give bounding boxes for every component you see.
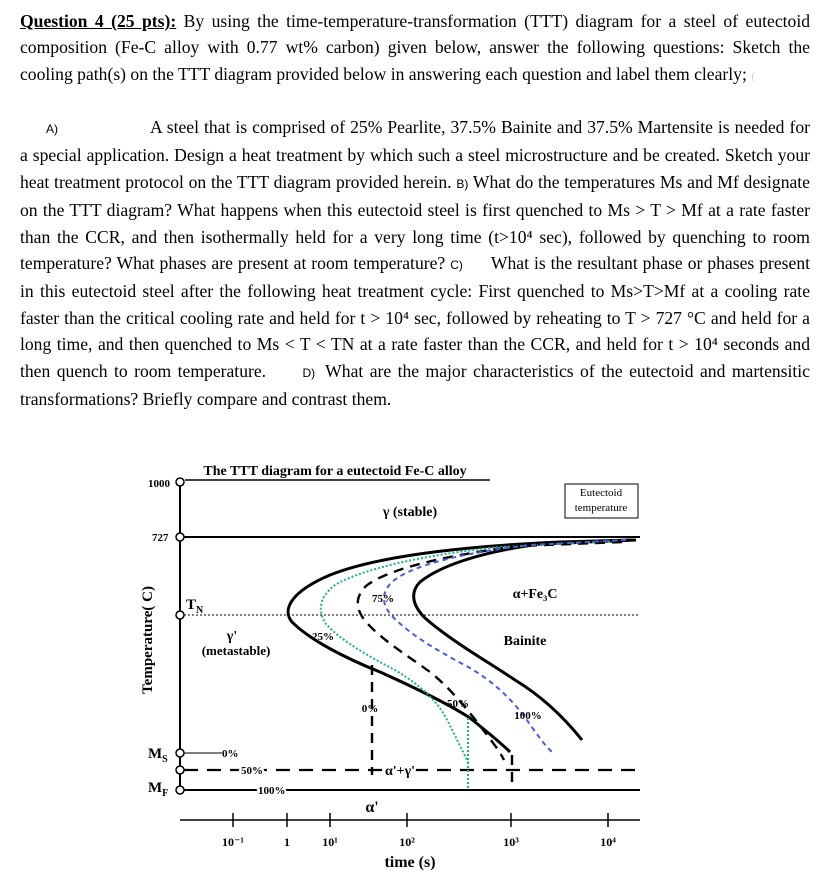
- tick-ms: [176, 749, 184, 757]
- bainite-label: Bainite: [503, 634, 547, 649]
- gamma-metastable-symbol: γ': [226, 629, 238, 644]
- x-tick-labels: [222, 835, 616, 849]
- x-tick-label: 10¹: [322, 835, 338, 849]
- diagram-title: The TTT diagram for a eutectoid Fe-C alloy: [203, 464, 467, 479]
- eutectoid-box-line2: temperature: [574, 502, 628, 514]
- x-tick-label: 10⁴: [600, 835, 616, 849]
- pct-25-label: 25%: [312, 631, 334, 643]
- tick-mf: [176, 786, 184, 794]
- label-1000: 1000: [148, 478, 170, 490]
- label-mf: $M_F$: [148, 780, 169, 799]
- label-tn: $T_N$: [186, 597, 204, 616]
- marker-a: A): [46, 122, 58, 136]
- tick-1000: [176, 478, 184, 486]
- alpha-prime-label: α': [365, 799, 379, 816]
- y-axis-label: Temperature( C): [140, 586, 156, 694]
- intro-text: By using the time-temperature-transformation (TTT) diagram for a steel of eutectoid composition (Fe-C alloy with 0.77 wt% carbon) given below, answer the following questions: Sketch the cooling path(s) on the TTT diagram provided below in answering each question and label them clearly;: [20, 11, 811, 84]
- pct-50-mart-label: 50%: [241, 765, 263, 777]
- pct-0-label: 0%: [361, 703, 379, 715]
- x-tick-label: 10²: [399, 835, 415, 849]
- marker-b: B): [456, 176, 469, 191]
- pct-100-mart-label: 100%: [258, 785, 286, 797]
- eutectoid-box-line1: Eutectoid: [579, 487, 623, 499]
- part-a-text: A steel that is comprised of 25% Pearlite, 37.5% Bainite and 37.5% Martensite is needed for a special application. Design a heat treatment by which such a steel microstructure and be created. Sketch your heat treatment protocol on the TTT diagram provided herein.: [20, 117, 810, 192]
- tick-mid: [176, 766, 184, 774]
- curve-50: [358, 542, 622, 760]
- part-d-text: What are the major characteristics of the eutectoid and martensitic transformations? Briefly compare and contrast them.: [20, 360, 810, 410]
- pct-50-curve-label: 50%: [447, 698, 469, 710]
- gamma-stable-label: γ (stable): [382, 505, 438, 520]
- tick-tn: [176, 611, 184, 619]
- x-tick-label: 1: [284, 835, 290, 849]
- part-b-text: What do the temperatures Ms and Mf designate on the TTT diagram? What happens when this eutectoid steel is first quenched to Ms > T > Mf at a rate faster than the CCR, and then isothermally held for a very long time (t>10⁴ sec), followed by quenching to room temperature? What phases are present at room temperature?: [20, 171, 810, 274]
- part-c-text: What is the resultant phase or phases present in this eutectoid steel after the following heat treatment cycle: First quenched to Ms>T>Mf at a cooling rate faster than the critical cooling rate and held for t > 10⁴ sec, followed by reheating to T > 727 °C and held for a long time, and then quenched to Ms < T < TN at a rate faster than the CCR, and held for t > 10⁴ seconds and then quench to room temperature.: [20, 253, 811, 381]
- question-heading: Question 4 (25 pts):: [20, 11, 177, 31]
- x-tick-label: 10⁻¹: [222, 835, 244, 849]
- marker-c: C): [450, 258, 463, 273]
- label-727: 727: [152, 532, 169, 544]
- marker-d: D): [302, 365, 316, 380]
- x-axis-label: time (s): [384, 854, 436, 871]
- pct-75-label: 75%: [372, 593, 394, 605]
- pct-100-curve-label: 100%: [514, 710, 542, 722]
- gamma-metastable-label: (metastable): [201, 643, 271, 658]
- faint-mark: (: [751, 68, 756, 83]
- start-curve: [288, 540, 632, 752]
- label-ms: $M_S$: [148, 746, 168, 765]
- x-tick-label: 10³: [503, 835, 519, 849]
- tick-727: [176, 533, 184, 541]
- alpha-gamma-label: α'+γ': [384, 764, 416, 779]
- pct-0-mart-label: 0%: [222, 748, 239, 760]
- alpha-fe3c-label: α+Fe₃C: [512, 587, 558, 602]
